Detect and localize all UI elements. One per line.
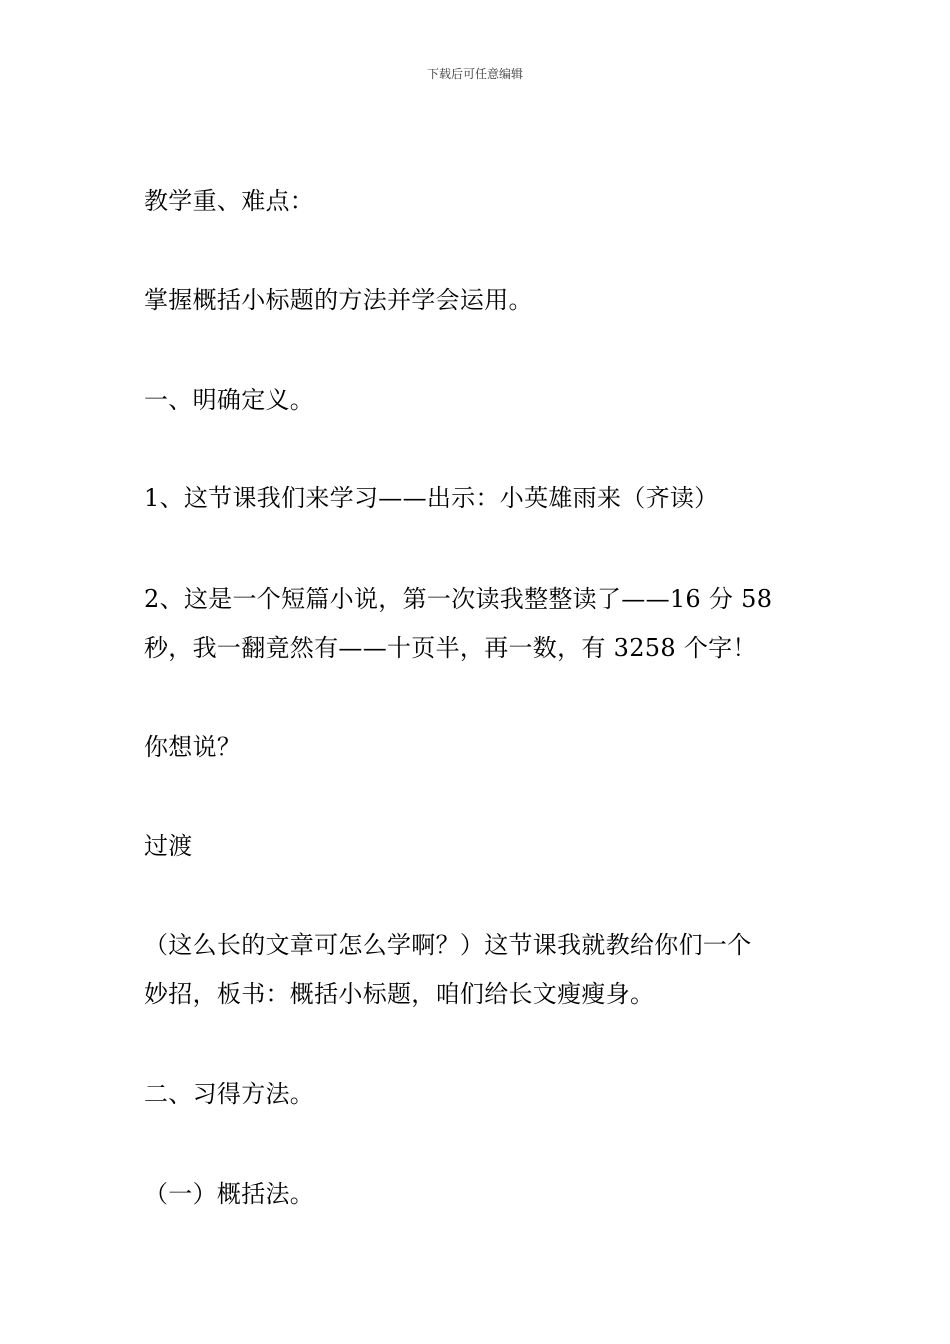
section-heading-2: 二、习得方法。 (144, 1080, 315, 1108)
paragraph-item-2-line-2: 秒，我一翻竟然有——十页半，再一数，有 3258 个字！ (144, 634, 757, 662)
paragraph-goal: 掌握概括小标题的方法并学会运用。 (144, 286, 533, 314)
subsection-heading-1: （一）概括法。 (144, 1180, 315, 1208)
paragraph-transition-detail-line-2: 妙招，板书：概括小标题，咱们给长文瘦瘦身。 (144, 980, 655, 1008)
page-header-note: 下载后可任意编辑 (426, 67, 523, 81)
section-heading-1: 一、明确定义。 (144, 386, 315, 414)
paragraph-transition-detail-line-1: （这么长的文章可怎么学啊？）这节课我就教给你们一个 (144, 931, 752, 959)
paragraph-question: 你想说？ (144, 733, 242, 761)
paragraph-item-1: 1、这节课我们来学习——出示：小英雄雨来（齐读） (144, 484, 719, 512)
heading-key-points: 教学重、难点： (144, 187, 315, 215)
paragraph-transition: 过渡 (144, 832, 193, 860)
paragraph-item-2-line-1: 2、这是一个短篇小说，第一次读我整整读了——16 分 58 (144, 585, 773, 613)
